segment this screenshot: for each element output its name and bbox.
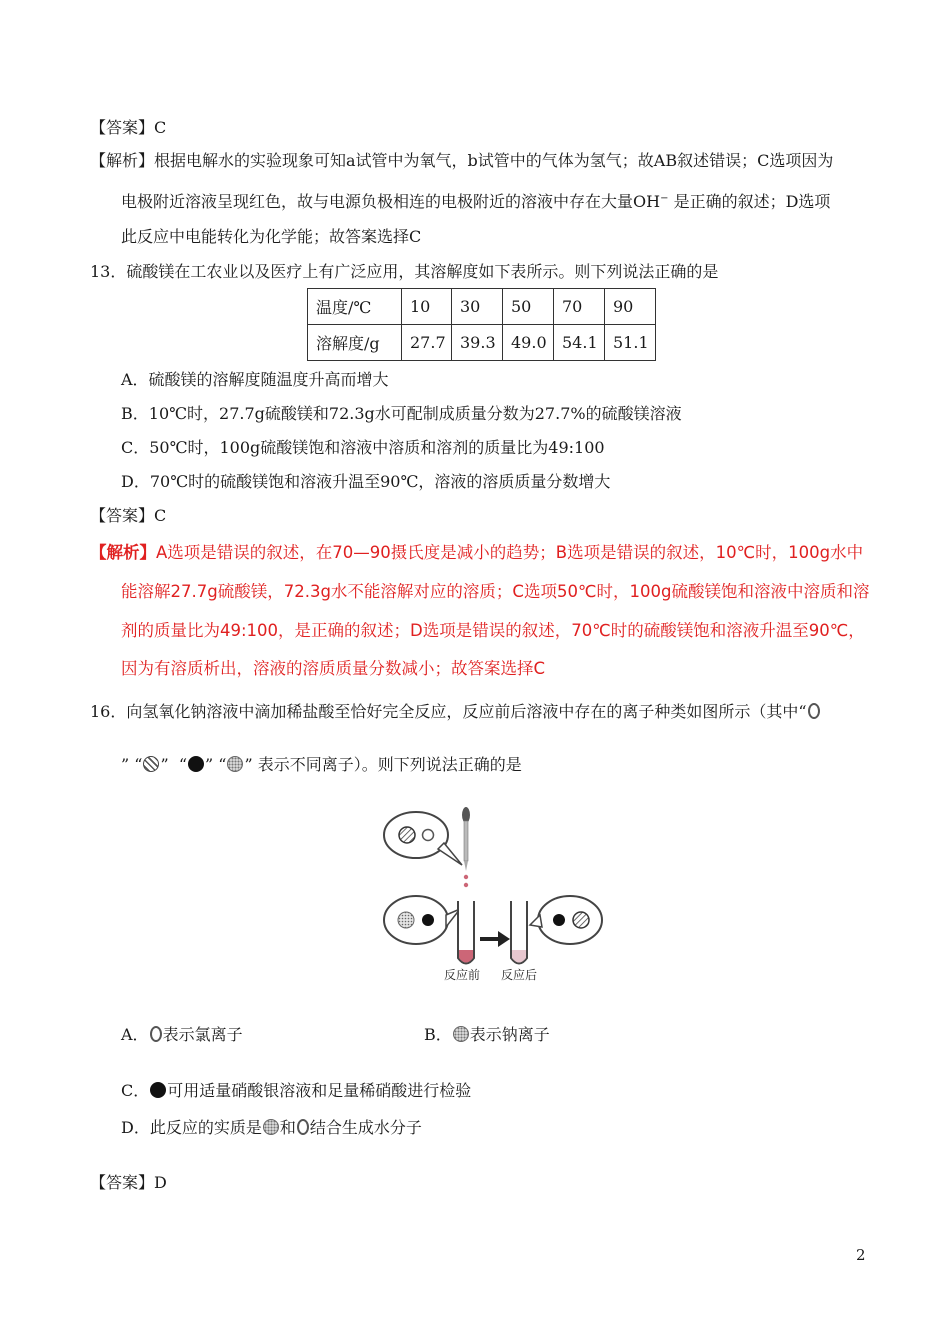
dotted-ion-icon <box>453 1026 469 1042</box>
table-cell: 溶解度/g <box>308 325 402 361</box>
q16-option-a: A． 表示氯离子 <box>121 1025 243 1044</box>
q13-option-a: A．硫酸镁的溶解度随温度升高而增大 <box>121 370 389 389</box>
table-cell: 温度/℃ <box>308 289 402 325</box>
table-cell: 49.0 <box>503 325 554 361</box>
q13-option-c: C．50℃时，100g硫酸镁饱和溶液中溶质和溶剂的质量比为49:100 <box>121 438 605 457</box>
q13-analysis-line-2: 能溶解27.7g硫酸镁，72.3g水不能溶解对应的溶质；C选项50℃时，100g硫酸镁饱和溶液中溶质和溶 <box>121 582 870 601</box>
test-tube-after <box>511 901 527 964</box>
q12-answer: 【答案】C <box>90 118 167 137</box>
table-cell: 30 <box>452 289 503 325</box>
acid-ions-bubble <box>384 812 462 865</box>
q13-analysis-label: 【解析】 <box>90 543 156 562</box>
table-cell: 54.1 <box>554 325 605 361</box>
q16-answer: 【答案】D <box>90 1173 167 1192</box>
q12-analysis-line-1: 【解析】根据电解水的实验现象可知a试管中为氧气，b试管中的气体为氢气；故AB叙述错误；C选项因为 <box>90 151 834 170</box>
ring-ion-icon <box>150 1026 162 1042</box>
q13-stem: 13．硫酸镁在工农业以及医疗上有广泛应用，其溶解度如下表所示。则下列说法正确的是 <box>90 262 719 281</box>
dropper-icon <box>462 807 470 887</box>
q13-analysis-line-4: 因为有溶质析出，溶液的溶质质量分数减小；故答案选择C <box>121 659 546 678</box>
ring-ion-icon <box>808 703 820 719</box>
table-cell: 39.3 <box>452 325 503 361</box>
label-after: 反应后 <box>501 968 538 982</box>
q13-analysis-line-1: 【解析】A选项是错误的叙述，在70—90摄氏度是减小的趋势；B选项是错误的叙述，10℃时，100g水中 <box>90 543 864 562</box>
before-ions-bubble <box>384 896 460 944</box>
q12-analysis-line-3: 此反应中电能转化为化学能；故答案选择C <box>121 227 422 246</box>
table-cell: 10 <box>402 289 452 325</box>
hatched-ion-icon <box>143 756 159 772</box>
table-row-solubility <box>308 325 656 361</box>
after-ions-bubble <box>530 896 602 944</box>
solid-ion-icon <box>188 756 204 772</box>
q12-analysis-label: 【解析】 <box>90 151 155 170</box>
dotted-ion-icon <box>227 756 243 772</box>
q16-stem-line-2: ” “ ” “ ” “ ” 表示不同离子）。则下列说法正确的是 <box>121 755 522 774</box>
table-cell: 50 <box>503 289 554 325</box>
q13-analysis-line-3: 剂的质量比为49:100，是正确的叙述；D选项是错误的叙述，70℃时的硫酸镁饱和溶液升温至90℃， <box>121 621 865 640</box>
hatched-ion-icon <box>573 912 589 928</box>
dotted-ion-icon <box>398 912 414 928</box>
q16-option-d: D．此反应的实质是 和 结合生成水分子 <box>121 1118 422 1137</box>
solid-ion-icon <box>553 914 565 926</box>
solid-ion-icon <box>422 914 434 926</box>
q13-answer: 【答案】C <box>90 506 167 525</box>
q16-option-b: B． 表示钠离子 <box>424 1025 550 1044</box>
table-cell: 27.7 <box>402 325 452 361</box>
page-number: 2 <box>856 1246 866 1264</box>
q12-analysis-line-2: 电极附近溶液呈现红色，故与电源负极相连的电极附近的溶液中存在大量OH− 是正确的叙述；D选项 <box>121 192 831 211</box>
label-before: 反应前 <box>444 968 481 982</box>
q13-option-d: D．70℃时的硫酸镁饱和溶液升温至90℃，溶液的溶质质量分数增大 <box>121 472 611 491</box>
reaction-arrow-icon <box>480 931 510 947</box>
test-tube-before <box>458 901 474 964</box>
table-row-temperature <box>308 289 656 325</box>
q13-option-b: B．10℃时，27.7g硫酸镁和72.3g水可配制成质量分数为27.7%的硫酸镁溶液 <box>121 404 682 423</box>
q16-option-c: C． 可用适量硝酸银溶液和足量稀硝酸进行检验 <box>121 1081 472 1100</box>
ring-ion-icon <box>297 1119 309 1135</box>
table-cell: 70 <box>554 289 605 325</box>
reaction-figure <box>380 803 610 983</box>
ring-ion-icon <box>423 830 434 841</box>
table-cell: 90 <box>605 289 656 325</box>
table-cell: 51.1 <box>605 325 656 361</box>
dotted-ion-icon <box>263 1119 279 1135</box>
solubility-table <box>307 288 656 361</box>
solid-ion-icon <box>150 1082 166 1098</box>
q16-stem-line-1: 16．向氢氧化钠溶液中滴加稀盐酸至恰好完全反应，反应前后溶液中存在的离子种类如图所示（其中“ <box>90 702 821 722</box>
hatched-ion-icon <box>399 827 415 843</box>
